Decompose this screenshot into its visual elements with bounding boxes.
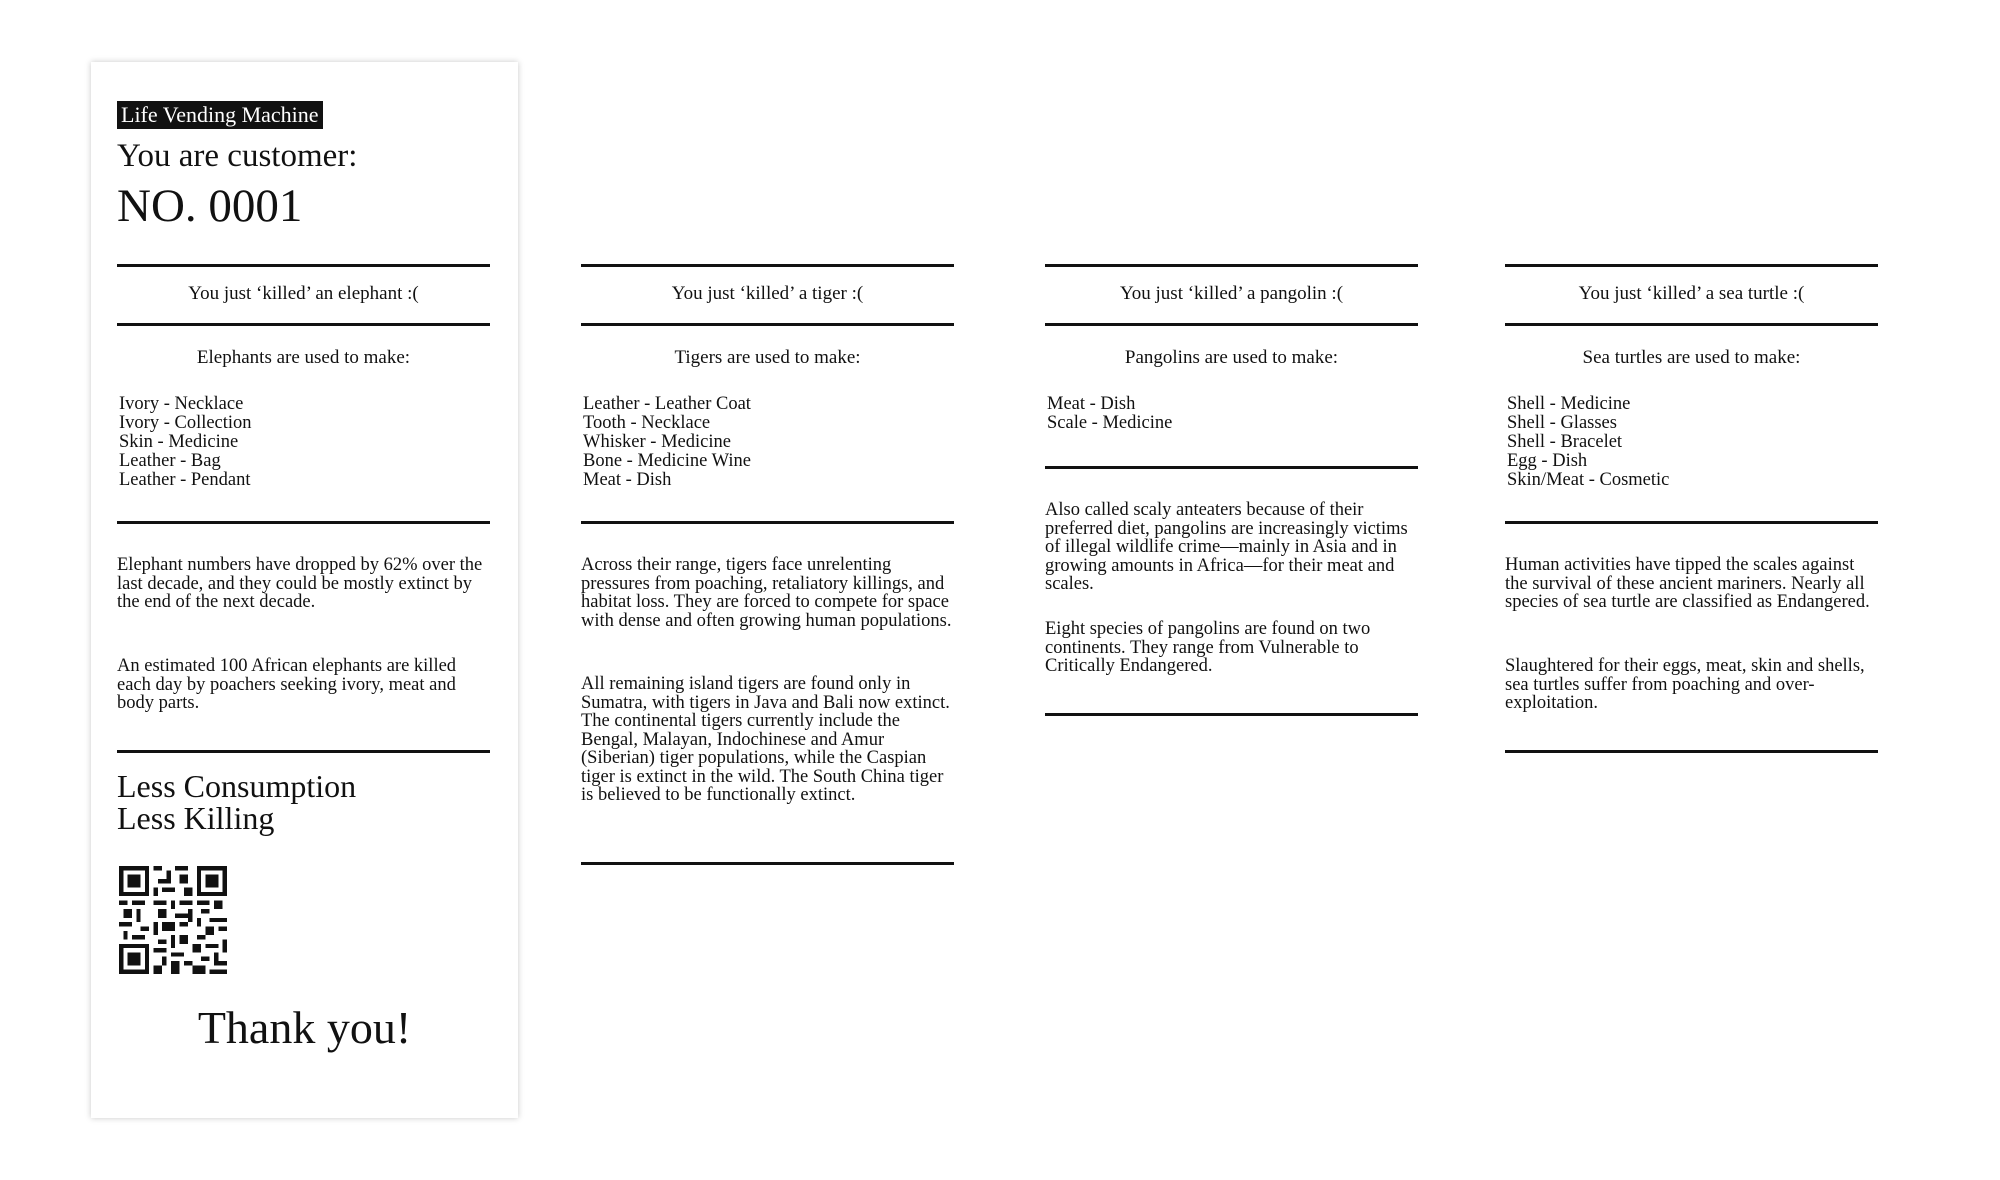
- used-for-heading: Pangolins are used to make:: [1124, 347, 1339, 368]
- divider: [1045, 713, 1418, 716]
- used-for-heading: Elephants are used to make:: [196, 347, 411, 368]
- use-item: Egg - Dish: [1507, 451, 1588, 471]
- use-item: Shell - Bracelet: [1507, 432, 1623, 452]
- use-item: Leather - Bag: [119, 451, 221, 471]
- divider: [1505, 323, 1878, 326]
- killed-heading: You just ‘killed’ an elephant :(: [188, 283, 419, 304]
- use-item: Ivory - Necklace: [119, 394, 244, 414]
- uses-list: [1047, 395, 1172, 433]
- fact-paragraph: Human activities have tipped the scales against the survival of these ancient mariners. Nearly all species of sea turtle are classified as Endangered.: [1505, 555, 1870, 612]
- killed-heading: You just ‘killed’ a sea turtle :(: [1578, 283, 1805, 304]
- divider: [117, 264, 490, 267]
- use-item: Shell - Glasses: [1507, 413, 1617, 433]
- uses-list: [119, 395, 252, 490]
- killed-heading: You just ‘killed’ a tiger :(: [671, 283, 864, 304]
- use-item: Tooth - Necklace: [583, 413, 711, 433]
- use-item: Ivory - Collection: [119, 413, 252, 433]
- divider: [1045, 264, 1418, 267]
- divider: [1045, 323, 1418, 326]
- thank-you-message: Thank you!: [197, 1002, 412, 1053]
- slogan-line: Less Consumption: [117, 768, 357, 804]
- use-item: Leather - Pendant: [119, 470, 251, 490]
- use-item: Skin/Meat - Cosmetic: [1507, 470, 1670, 490]
- use-item: Scale - Medicine: [1047, 413, 1173, 433]
- qr-code-icon: [119, 866, 227, 974]
- fact-paragraph: Elephant numbers have dropped by 62% over the last decade, and they could be mostly extinct by the end of the next decade.: [117, 555, 483, 612]
- divider: [581, 264, 954, 267]
- divider: [1505, 750, 1878, 753]
- killed-heading: You just ‘killed’ a pangolin :(: [1119, 283, 1344, 304]
- use-item: Meat - Dish: [583, 470, 672, 490]
- divider: [117, 750, 490, 753]
- divider: [1505, 521, 1878, 524]
- divider: [117, 521, 490, 524]
- divider: [581, 521, 954, 524]
- fact-paragraph: Eight species of pangolins are found on two continents. They range from Vulnerable to Critically Endangered.: [1045, 619, 1371, 676]
- divider: [581, 862, 954, 865]
- customer-number: NO. 0001: [117, 180, 303, 232]
- fact-paragraph: Across their range, tigers face unrelenting pressures from poaching, retaliatory killings, and habitat loss. They are forced to compete for space with dense and often growing human populations.: [581, 555, 952, 631]
- use-item: Skin - Medicine: [119, 432, 239, 452]
- slogan-line: Less Killing: [117, 800, 275, 836]
- uses-list: [1507, 395, 1669, 490]
- fact-paragraph: Slaughtered for their eggs, meat, skin and shells, sea turtles suffer from poaching and over-exploitation.: [1505, 656, 1865, 713]
- use-item: Whisker - Medicine: [583, 432, 731, 452]
- divider: [117, 323, 490, 326]
- use-item: Shell - Medicine: [1507, 394, 1631, 414]
- fact-paragraph: All remaining island tigers are found only in Sumatra, with tigers in Java and Bali now extinct. The continental tigers currently include the Bengal, Malayan, Indochinese and Amur (Siberian) tiger populations, while the Caspian tiger is extinct in the wild. The South China tiger is believed to be functionally extinct.: [581, 674, 950, 805]
- slogan: [117, 770, 356, 834]
- divider: [1045, 466, 1418, 469]
- fact-paragraph: An estimated 100 African elephants are killed each day by poachers seeking ivory, meat and body parts.: [117, 656, 457, 713]
- brand-label: Life Vending Machine: [117, 101, 323, 129]
- customer-label: You are customer:: [117, 138, 358, 174]
- uses-list: [583, 395, 751, 490]
- fact-paragraph: Also called scaly anteaters because of their preferred diet, pangolins are increasingly victims of illegal wildlife crime—mainly in Asia and in growing amounts in Africa—for their meat and scales.: [1045, 500, 1408, 594]
- use-item: Leather - Leather Coat: [583, 394, 751, 414]
- use-item: Bone - Medicine Wine: [583, 451, 751, 471]
- divider: [1505, 264, 1878, 267]
- used-for-heading: Sea turtles are used to make:: [1582, 347, 1801, 368]
- divider: [581, 323, 954, 326]
- used-for-heading: Tigers are used to make:: [674, 347, 861, 368]
- use-item: Meat - Dish: [1047, 394, 1136, 414]
